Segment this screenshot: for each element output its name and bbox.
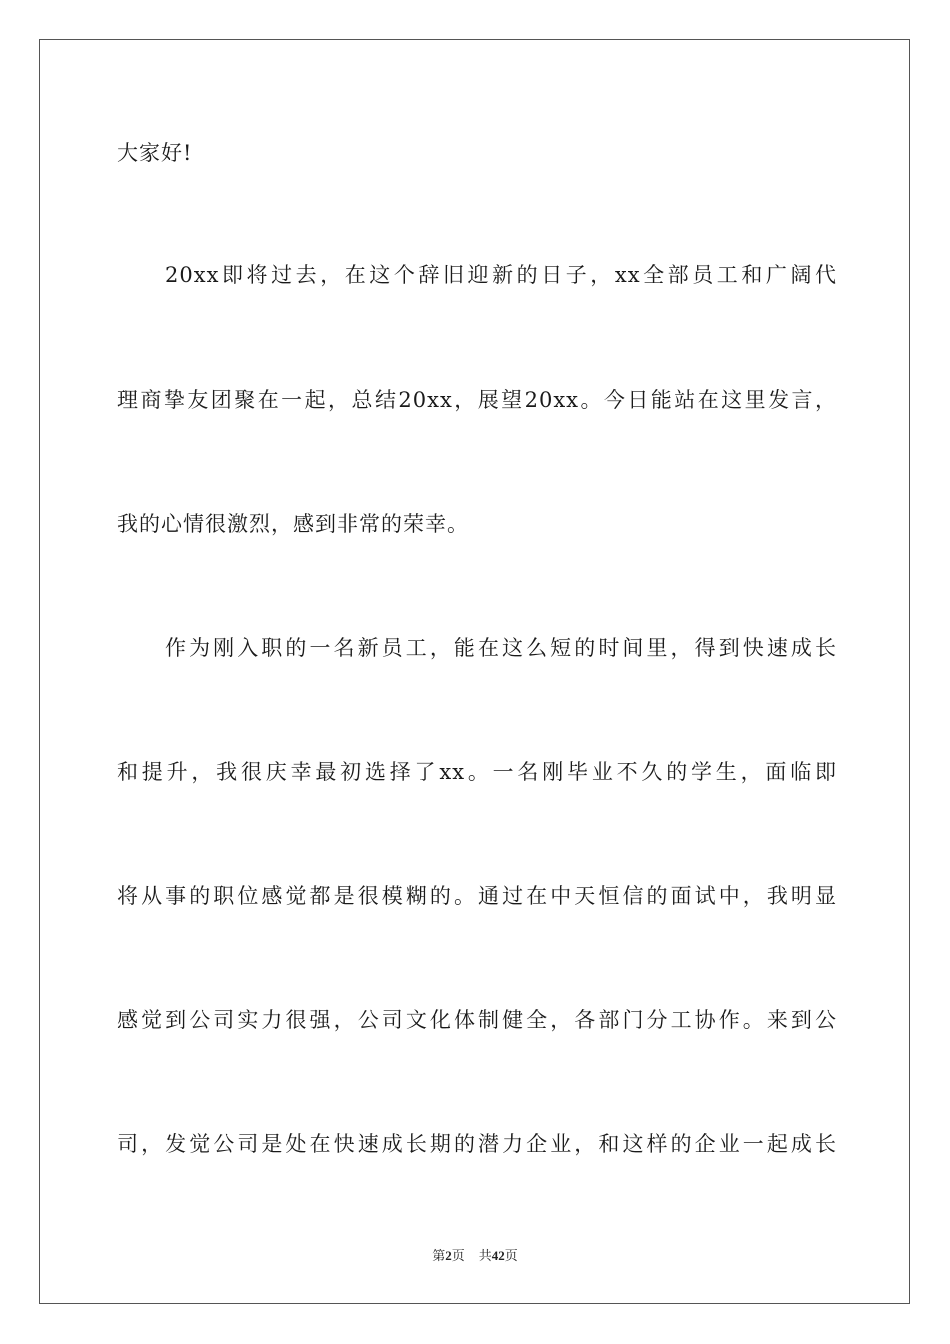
page-frame [39,39,910,1304]
total-prefix: 共 [478,1248,492,1263]
page-footer [0,1247,950,1265]
page-number: 2 [445,1248,452,1263]
page-suffix: 页 [451,1248,465,1263]
paragraph-2-line-5: 司，发觉公司是处在快速成长期的潜力企业，和这样的企业一起成长 [117,1132,837,1156]
paragraph-2-line-3: 将从事的职位感觉都是很模糊的。通过在中天恒信的面试中，我明显 [117,884,837,908]
total-pages: 42 [491,1248,505,1263]
paragraph-2-line-2: 和提升，我很庆幸最初选择了xx。一名刚毕业不久的学生，面临即 [117,760,837,784]
paragraph-1-line-3: 我的心情很激烈，感到非常的荣幸。 [117,512,469,536]
greeting-line: 大家好! [117,141,193,165]
paragraph-1-line-2: 理商挚友团聚在一起，总结20xx，展望20xx。今日能站在这里发言， [117,388,837,412]
paragraph-2-line-1: 作为刚入职的一名新员工，能在这么短的时间里，得到快速成长 [165,636,837,660]
paragraph-1-line-1: 20xx即将过去，在这个辞旧迎新的日子，xx全部员工和广阔代 [165,263,837,287]
paragraph-2-line-4: 感觉到公司实力很强，公司文化体制健全，各部门分工协作。来到公 [117,1008,837,1032]
page-prefix: 第 [432,1248,446,1263]
total-suffix: 页 [504,1248,518,1263]
